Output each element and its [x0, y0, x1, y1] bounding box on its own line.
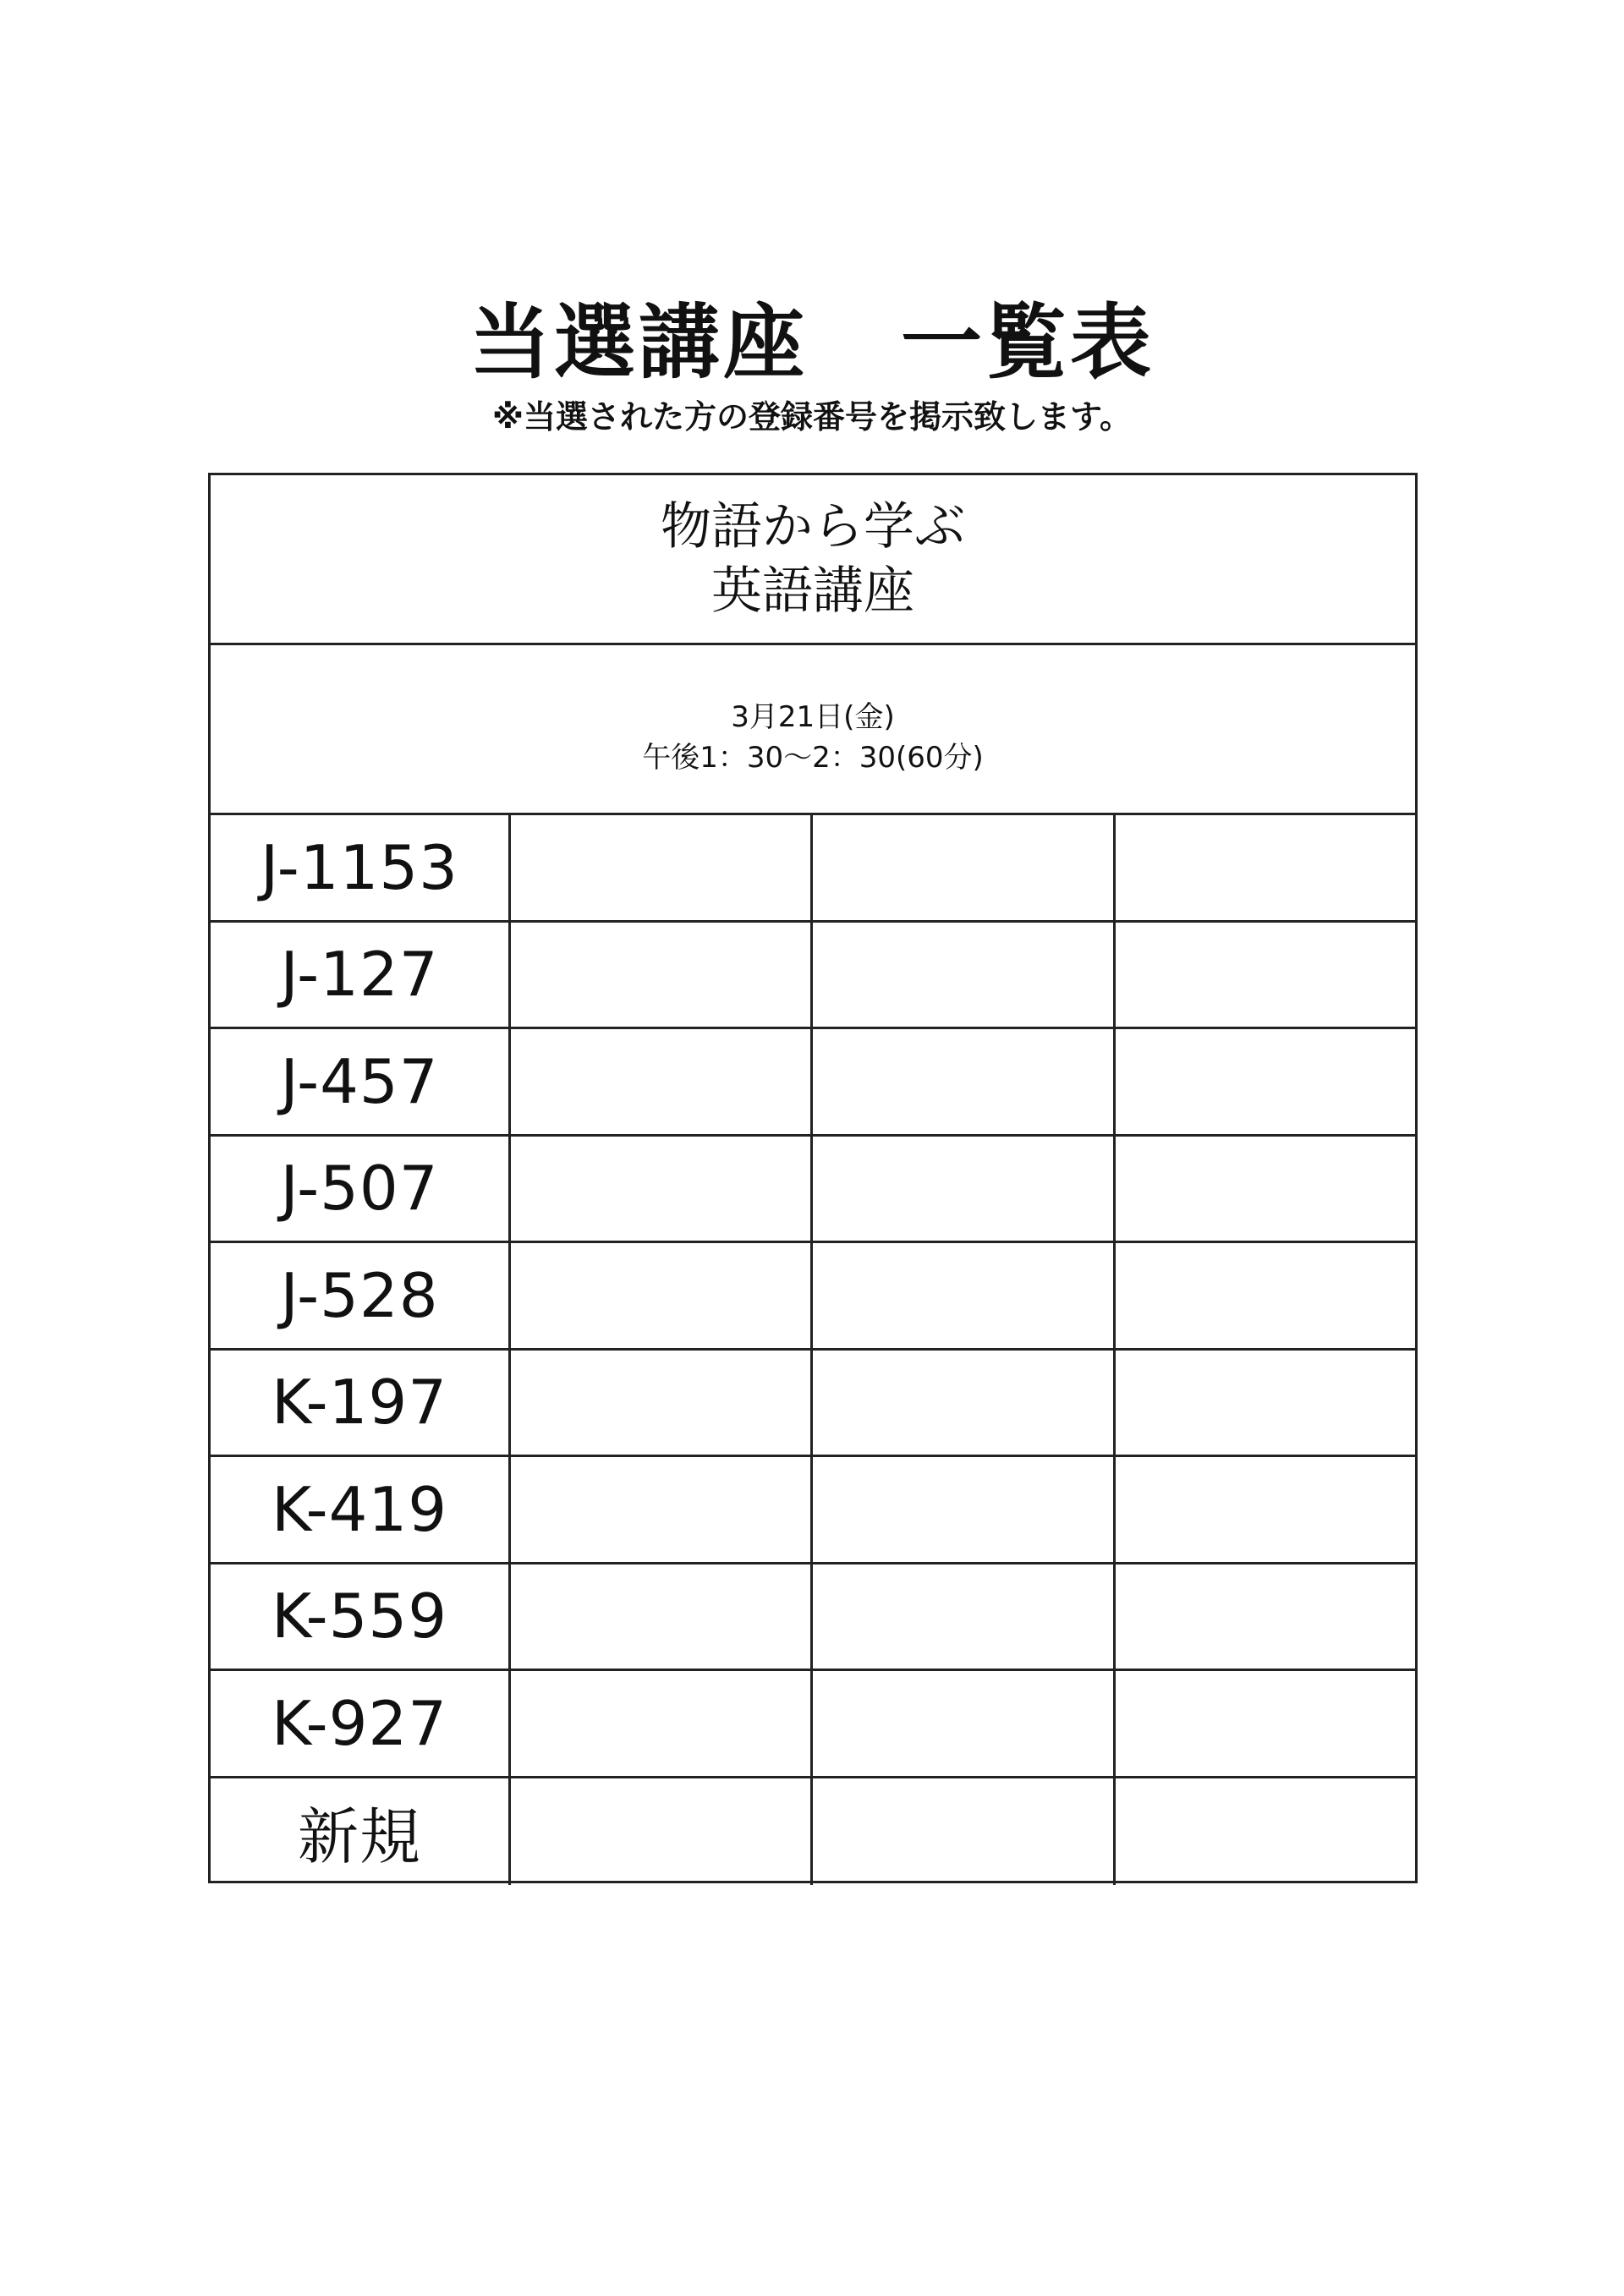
page-note: ※当選された方の登録番号を掲示致します。	[492, 398, 1132, 436]
blank-cell	[1116, 923, 1415, 1027]
registration-number: J-1153	[211, 815, 511, 920]
blank-cell	[813, 1029, 1115, 1134]
blank-cell	[511, 1137, 813, 1241]
page-title-main: 当選講座	[469, 295, 808, 390]
table-row	[211, 923, 1415, 1030]
blank-cell	[1116, 1564, 1415, 1669]
table-row	[211, 1778, 1415, 1886]
registration-number: J-127	[211, 923, 511, 1027]
registration-number: J-507	[211, 1137, 511, 1241]
course-name-line-1: 物語から学ぶ	[661, 497, 965, 556]
blank-cell	[1116, 1243, 1415, 1348]
blank-cell	[511, 815, 813, 920]
registration-number: K-559	[211, 1564, 511, 1669]
blank-cell	[1116, 1029, 1415, 1134]
page-title	[0, 292, 1624, 393]
course-time: 午後1：30〜2：30(60分)	[642, 741, 984, 775]
blank-cell	[813, 815, 1115, 920]
blank-cell	[511, 1671, 813, 1776]
blank-cell	[511, 1778, 813, 1886]
table-row	[211, 1564, 1415, 1672]
blank-cell	[813, 1243, 1115, 1348]
course-name-line-2: 英語講座	[711, 562, 914, 621]
blank-cell	[511, 1351, 813, 1455]
blank-cell	[1116, 1351, 1415, 1455]
blank-cell	[813, 1137, 1115, 1241]
course-schedule-cell	[211, 645, 1415, 815]
registration-number: K-197	[211, 1351, 511, 1455]
blank-cell	[1116, 1137, 1415, 1241]
blank-cell	[813, 1351, 1115, 1455]
blank-cell	[1116, 1778, 1415, 1886]
registration-number: K-419	[211, 1457, 511, 1562]
table-row	[211, 1243, 1415, 1351]
registration-number: J-457	[211, 1029, 511, 1134]
table-row	[211, 1351, 1415, 1458]
table-row	[211, 1457, 1415, 1564]
blank-cell	[511, 1243, 813, 1348]
blank-cell	[511, 1457, 813, 1562]
table-row	[211, 815, 1415, 923]
blank-cell	[511, 1564, 813, 1669]
blank-cell	[813, 1457, 1115, 1562]
registration-number: K-927	[211, 1671, 511, 1776]
registration-number: 新規	[211, 1778, 511, 1886]
blank-cell	[813, 1778, 1115, 1886]
course-name-cell	[211, 475, 1415, 645]
blank-cell	[1116, 1457, 1415, 1562]
blank-cell	[813, 1564, 1115, 1669]
blank-cell	[1116, 1671, 1415, 1776]
registration-number: J-528	[211, 1243, 511, 1348]
blank-cell	[813, 923, 1115, 1027]
table-row	[211, 1029, 1415, 1137]
blank-cell	[1116, 815, 1415, 920]
results-table	[208, 473, 1418, 1883]
table-row	[211, 1137, 1415, 1244]
registration-rows	[211, 815, 1415, 1885]
blank-cell	[813, 1671, 1115, 1776]
blank-cell	[511, 1029, 813, 1134]
course-date: 3月21日(金)	[731, 700, 895, 734]
table-row	[211, 1671, 1415, 1778]
page-title-sub: 一覧表	[901, 295, 1155, 390]
blank-cell	[511, 923, 813, 1027]
